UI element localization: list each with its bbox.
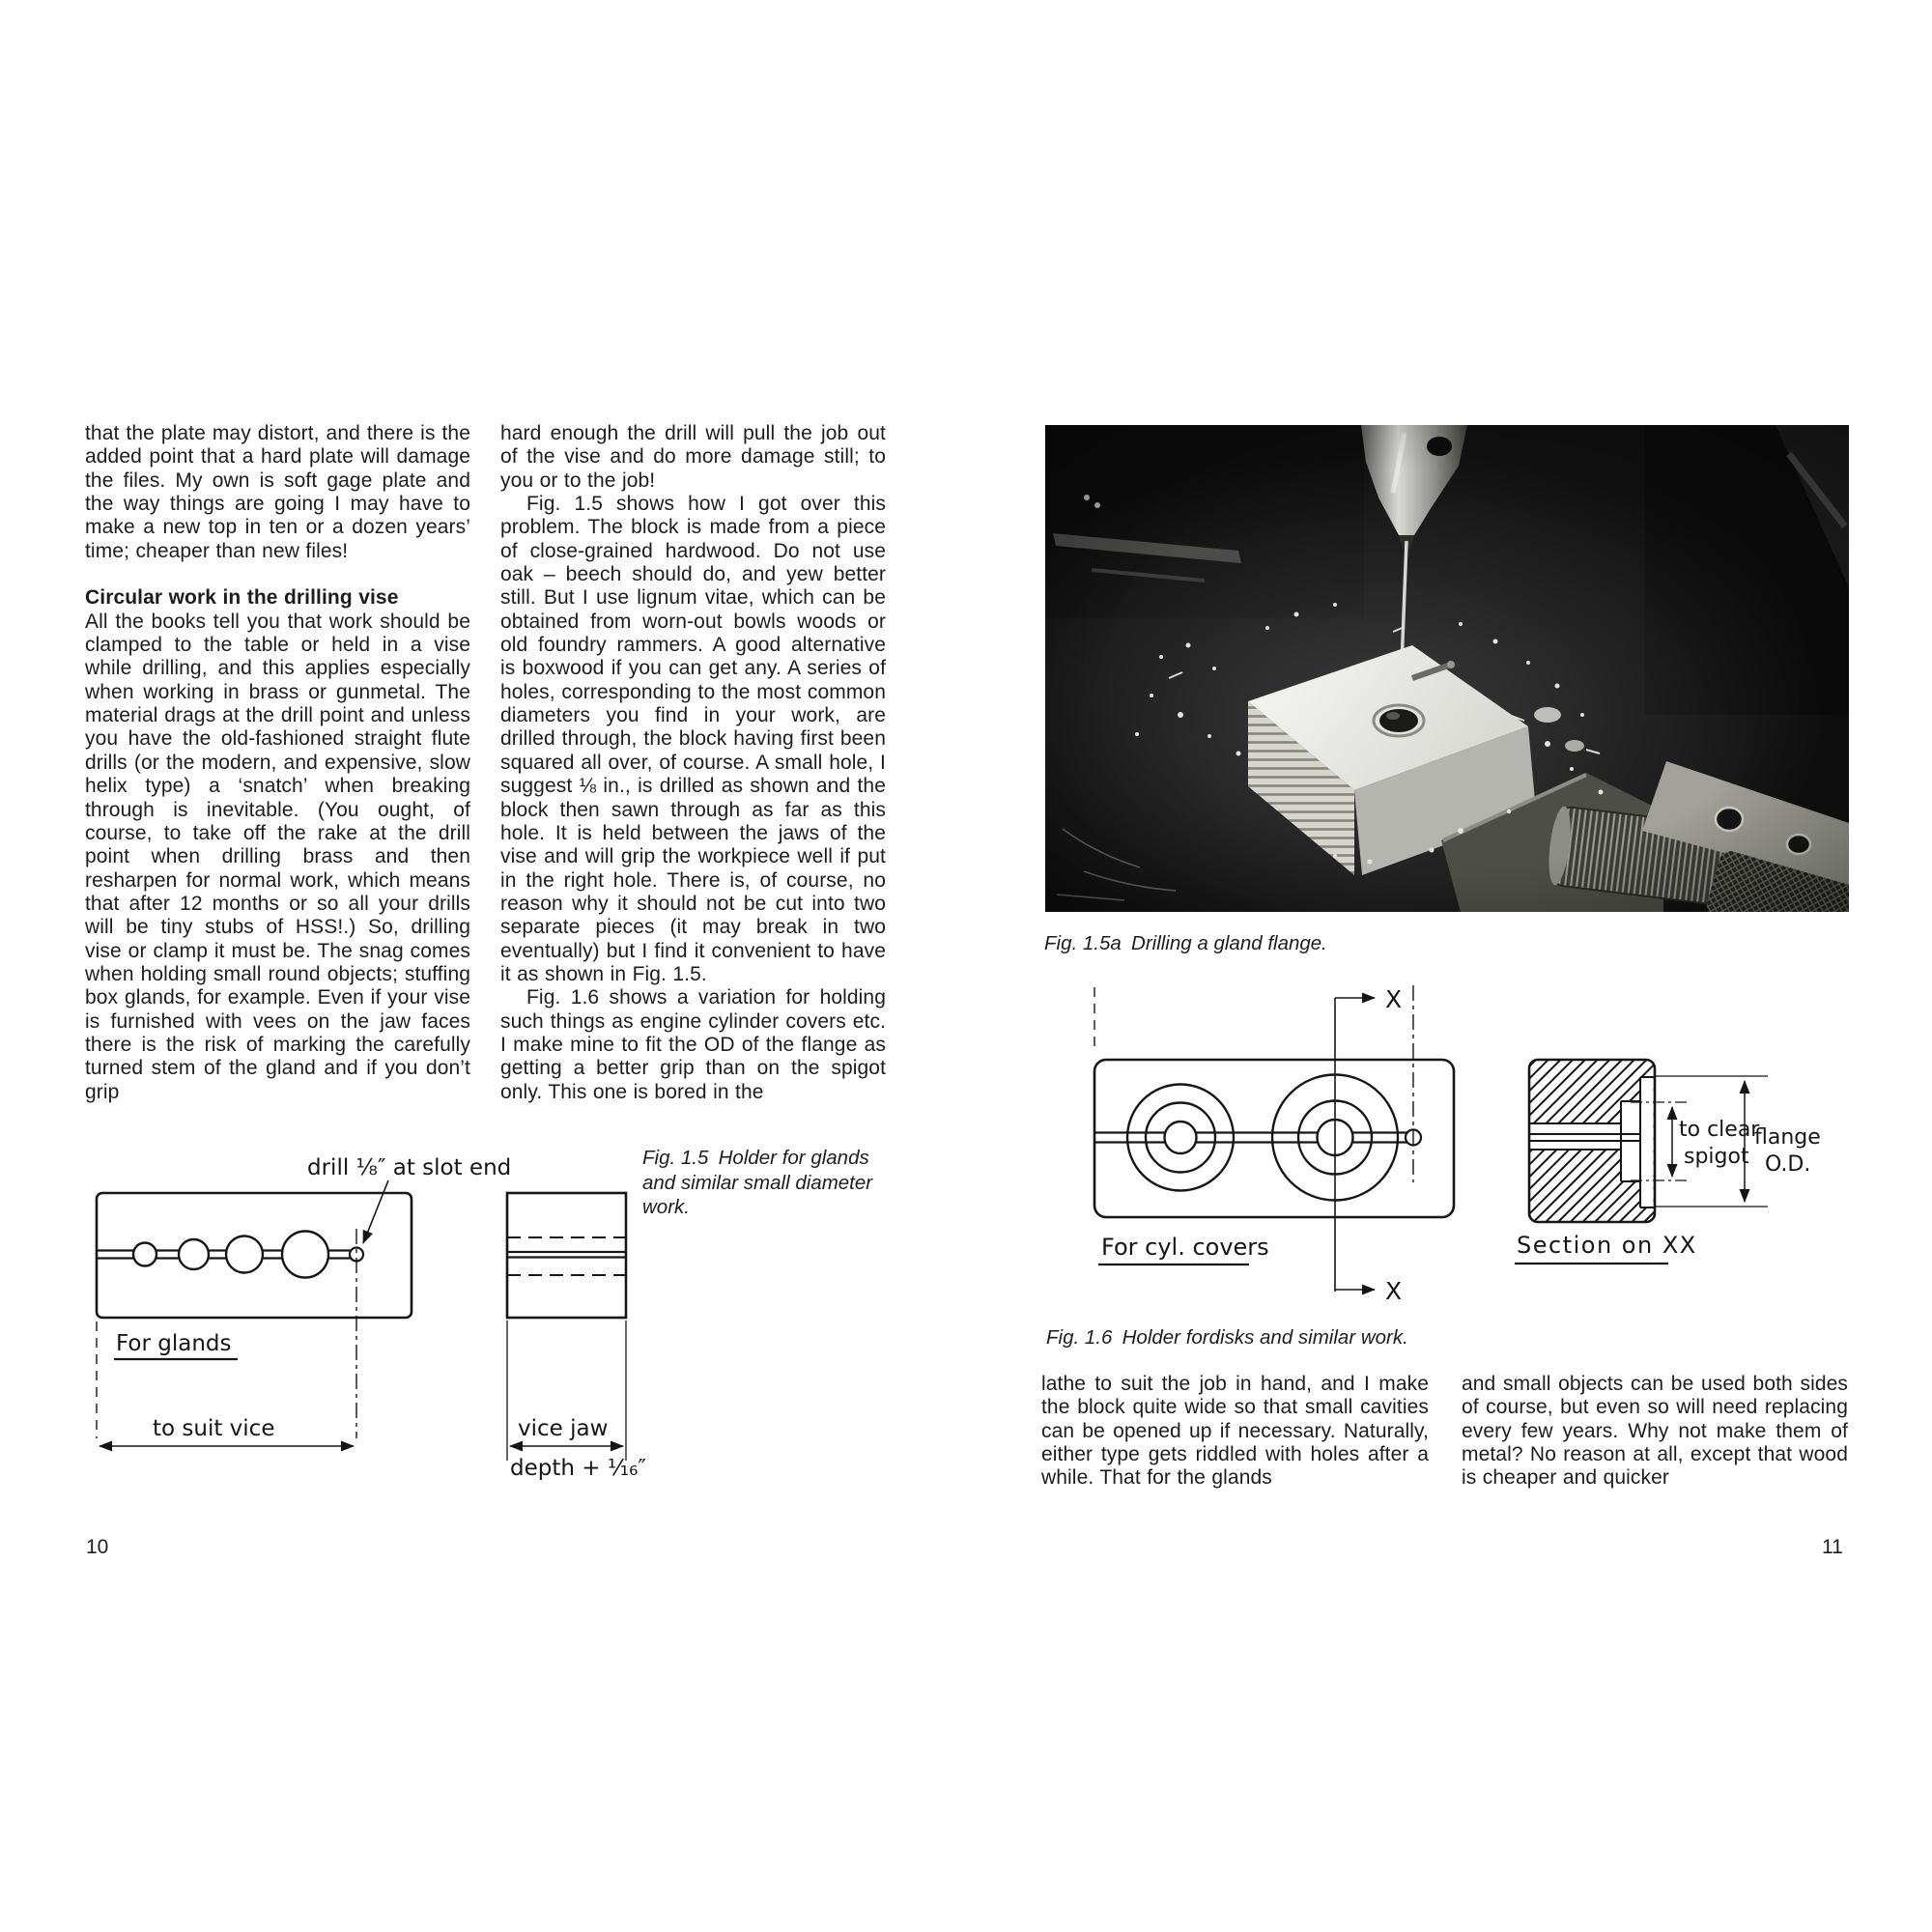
- for-cyl-covers-label: For cyl. covers: [1101, 1234, 1269, 1261]
- section-on-xx-label: Section on XX: [1517, 1232, 1697, 1259]
- to-suit-vice-dimension: to suit vice: [153, 1416, 275, 1441]
- fig-1-5-caption: Fig. 1.5 Holder for glands and similar small diameter work.: [642, 1147, 873, 1218]
- fig-1-6-drawing: [985, 966, 1913, 1314]
- section-marker-bottom: X: [1385, 1277, 1403, 1305]
- body-paragraph: lathe to suit the job in hand, and I make the block quite wide so that small cavities can be opened up if necessary. Naturally, either type gets riddled with holes after a while. That for the glands: [1041, 1373, 1429, 1490]
- flange-od-dimension: flange: [1754, 1125, 1821, 1150]
- drill-note-label: drill ⅛″ at slot end: [307, 1155, 512, 1180]
- page11-column-1: [1041, 1373, 1429, 1491]
- photo-fig-1-5a: [1045, 425, 1849, 912]
- depth-dimension: depth + ¹⁄₁₆″: [510, 1456, 646, 1481]
- body-paragraph: that the plate may distort, and there is the added point that a hard plate will damage the files. My own is soft gage plate and the way things are going I may have to make a new top in ten or a dozen years’ time; cheaper than new files!: [85, 422, 470, 562]
- page10-column-1: [85, 422, 470, 1104]
- body-paragraph: Fig. 1.6 shows a variation for holding such things as engine cylinder covers etc. I make mine to fit the OD of the flange as getting a better grip than on the spigot only. This one is bored in the: [500, 986, 886, 1103]
- page11-column-2: [1462, 1373, 1848, 1491]
- section-marker-top: X: [1385, 985, 1403, 1013]
- to-clear-spigot-dimension: spigot: [1684, 1145, 1749, 1169]
- to-clear-spigot-dimension: to clear: [1679, 1118, 1760, 1142]
- leader-arrow: [363, 1180, 388, 1243]
- body-paragraph: All the books tell you that work should be clamped to the table or held in a vise while drilling, and this applies especially when working in brass or gunmetal. The material drags at the drill point and unless you have the old-fashioned straight flute drills (or the modern, and expensive, slow helix type) a ‘snatch’ when breaking through is inevitable. (You ought, of course, to take off the rake at the drill point when drilling brass and then resharpen for normal work, which means that after 12 months or so all your drills will be tiny stubs of HSS!.) So, drilling vise or clamp it must be. The snag comes when holding small round objects; stuffing box glands, for example. Even if your vise is furnished with vees on the jaw faces there is the risk of marking the carefully turned stem of the gland and if you don’t grip: [85, 610, 470, 1103]
- vice-jaw-dimension: vice jaw: [518, 1416, 609, 1441]
- page10-column-2: [500, 422, 886, 1104]
- section-heading: Circular work in the drilling vise: [85, 586, 399, 610]
- page-number-left: 10: [86, 1536, 109, 1558]
- flange-od-dimension: O.D.: [1765, 1152, 1811, 1177]
- gland-holder-front-view: [97, 1180, 412, 1446]
- fig-1-6-caption: Fig. 1.6 Holder fordisks and similar work.: [1046, 1326, 1408, 1349]
- body-paragraph: and small objects can be used both sides of course, but even so will need replacing every few years. Why not make them of metal? No reason at all, except that wood is cheaper and quicker: [1462, 1373, 1848, 1490]
- fig-1-5a-caption: Fig. 1.5a Drilling a gland flange.: [1044, 932, 1327, 954]
- page-number-right: 11: [1822, 1536, 1843, 1558]
- body-paragraph: hard enough the drill will pull the job out of the vise and do more damage still; to you or to the job!: [500, 422, 886, 492]
- body-paragraph: Fig. 1.5 shows how I got over this problem. The block is made from a piece of close-grained hardwood. Do not use oak – beech should do, and yew better still. But I use lignum vitae, which can be obtained from worn-out bowls woods or old foundry rammers. A good alternative is boxwood if you can get any. A series of holes, corresponding to the most common diameters you find in your work, are drilled through, the block having first been squared all over, of course. A small hole, I suggest ⅛ in., is drilled as shown and the block then sawn through as far as this hole. It is held between the jaws of the vise and will grip the workpiece well if put in the right hole. There is, of course, no reason why it should not be cut into two separate pieces (it may break in two eventually) but I find it convenient to have it as shown in Fig. 1.5.: [500, 493, 886, 985]
- for-glands-label: For glands: [116, 1331, 232, 1356]
